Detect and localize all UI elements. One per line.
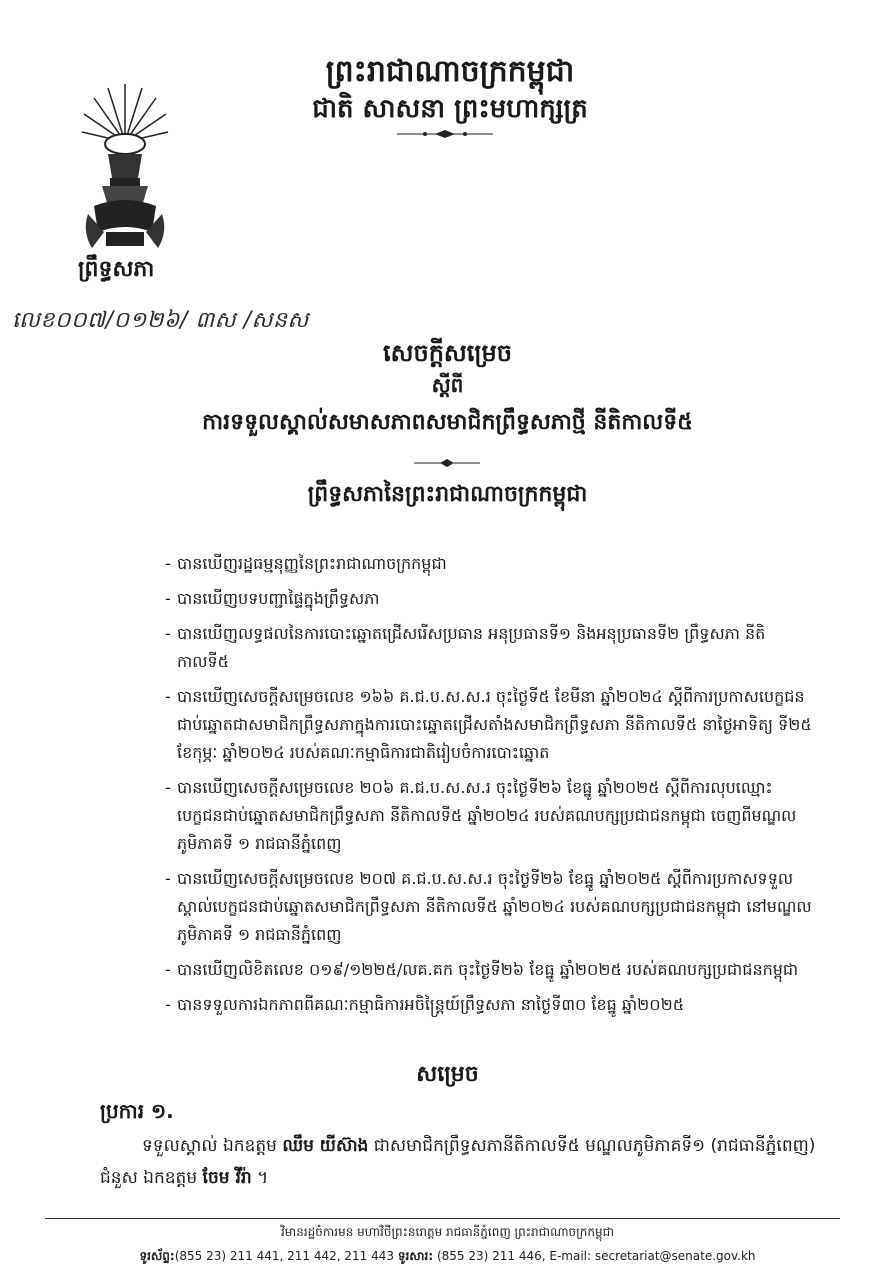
issuing-body: ព្រឹទ្ធសភានៃព្រះរាជាណាចក្រកម្ពុជា [307, 482, 588, 507]
footer-divider [45, 1218, 840, 1219]
replaced-member-name: ចែម វីរ៉ា [202, 1168, 252, 1188]
new-member-name: ឈឹម យីស៊ាង [282, 1136, 369, 1156]
fax-email: (855 23) 211 446, E-mail: secretariat@senate.gov.kh [436, 1249, 756, 1263]
senate-emblem-icon [80, 82, 170, 252]
visa-item: - បានឃើញសេចក្ដីសម្រេចលេខ ២០៦ គ.ជ.ប.ស.ស.រ ចុះថ្ងៃទី២៦ ខែធ្នូ ឆ្នាំ២០២៥ ស្ដីពីការលុបឈ្មោះបេក្ខជនជាប់ឆ្នោតសមាជិកព្រឹទ្ធសភា នីតិកាលទី៥ ឆ្នាំ២០២៤ របស់គណបក្សប្រជាជនកម្ពុជា ចេញពីមណ្ឌលភូមិភាគទី ១ រាជធានីភ្នំពេញ [165, 774, 815, 858]
article-text: ។ [251, 1168, 269, 1188]
decision-heading: សម្រេច [416, 1062, 479, 1087]
kingdom-title: ព្រះរាជាណាចក្រកម្ពុជា [325, 54, 575, 89]
about-label: ស្ដីពី [431, 373, 464, 397]
article-text: ទទួលស្គាល់ ឯកឧត្ដម [142, 1136, 277, 1156]
visa-item: - បានឃើញបទបញ្ជាផ្ទៃក្នុងព្រឹទ្ធសភា [165, 585, 815, 613]
divider-ornament-icon [412, 458, 482, 468]
reference-number: លេខ០០៧/០១២៦/ ៣ស /សនស [12, 308, 309, 333]
visa-item: - បានឃើញលិខិតលេខ ០១៩/១២២៥/លគ.គក ចុះថ្ងៃទី២៦ ខែធ្នូ ឆ្នាំ២០២៥ របស់គណបក្សប្រជាជនកម្ពុជា [165, 956, 815, 984]
national-motto: ជាតិ សាសនា ព្រះមហាក្សត្រ [312, 94, 588, 124]
visa-item: - បានទទួលការឯកភាពពីគណៈកម្មាធិការអចិន្ត្រៃយ៍ព្រឹទ្ធសភា នាថ្ងៃទី៣០ ខែធ្នូ ឆ្នាំ២០២៥ [165, 991, 815, 1019]
visa-item: - បានឃើញលទ្ធផលនៃការបោះឆ្នោតជ្រើសរើសប្រធាន អនុប្រធានទី១ និងអនុប្រធានទី២ ព្រឹទ្ធសភា នីតិកាលទី៥ [165, 620, 815, 676]
institution-label: ព្រឹទ្ធសភា [78, 257, 155, 282]
article-body [100, 1130, 820, 1194]
article-text: ជាសមាជិកព្រឹទ្ធសភានីតិកាលទី៥ មណ្ឌលភូមិភាគទី១ (រាជធានីភ្នំពេញ) ជំនួស ឯកឧត្ដម [100, 1136, 816, 1188]
phone-label: ទូរស័ព្ទ: [139, 1249, 175, 1263]
document-subject: ការទទួលស្គាល់សមាសភាពសមាជិកព្រឹទ្ធសភាថ្មី នីតិកាលទី៥ [202, 410, 693, 435]
visa-item: - បានឃើញរដ្ឋធម្មនុញ្ញនៃព្រះរាជាណាចក្រកម្ពុជា [165, 550, 815, 578]
visa-list [165, 550, 815, 1026]
fax-label: ទូរសារ: [397, 1249, 434, 1263]
footer-contact [0, 1248, 895, 1266]
article-label: ប្រការ ១. [100, 1099, 174, 1123]
divider-ornament-icon [395, 128, 495, 140]
phone-number: (855 23) 211 441, 211 442, 211 443 [174, 1249, 395, 1263]
visa-item: - បានឃើញសេចក្ដីសម្រេចលេខ ២០៧ គ.ជ.ប.ស.ស.រ ចុះថ្ងៃទី២៦ ខែធ្នូ ឆ្នាំ២០២៥ ស្ដីពីការប្រកាសទទួលស្គាល់បេក្ខជនជាប់ឆ្នោតសមាជិកព្រឹទ្ធសភា នីតិកាលទី៥ ឆ្នាំ២០២៤ របស់គណបក្សប្រជាជនកម្ពុជា នៅមណ្ឌលភូមិភាគទី ១ រាជធានីភ្នំពេញ [165, 865, 815, 949]
document-type: សេចក្ដីសម្រេច [382, 339, 513, 367]
visa-item: - បានឃើញសេចក្ដីសម្រេចលេខ ១៦៦ គ.ជ.ប.ស.ស.រ ចុះថ្ងៃទី៥ ខែមីនា ឆ្នាំ២០២៤ ស្ដីពីការប្រកាសបេក្ខជនជាប់ឆ្នោតជាសមាជិកព្រឹទ្ធសភាក្នុងការបោះឆ្នោតជ្រើសតាំងសមាជិកព្រឹទ្ធសភា នីតិកាលទី៥ នាថ្ងៃអាទិត្យ ទី២៥ ខែកុម្ភៈ ឆ្នាំ២០២៤ របស់គណៈកម្មាធិការជាតិរៀបចំការបោះឆ្នោត [165, 683, 815, 767]
footer-address: វិមានរដ្ឋចំការមន មហាវិថីព្រះនរោត្តម រាជធានីភ្នំពេញ ព្រះរាជាណាចក្រកម្ពុជា [280, 1225, 614, 1239]
